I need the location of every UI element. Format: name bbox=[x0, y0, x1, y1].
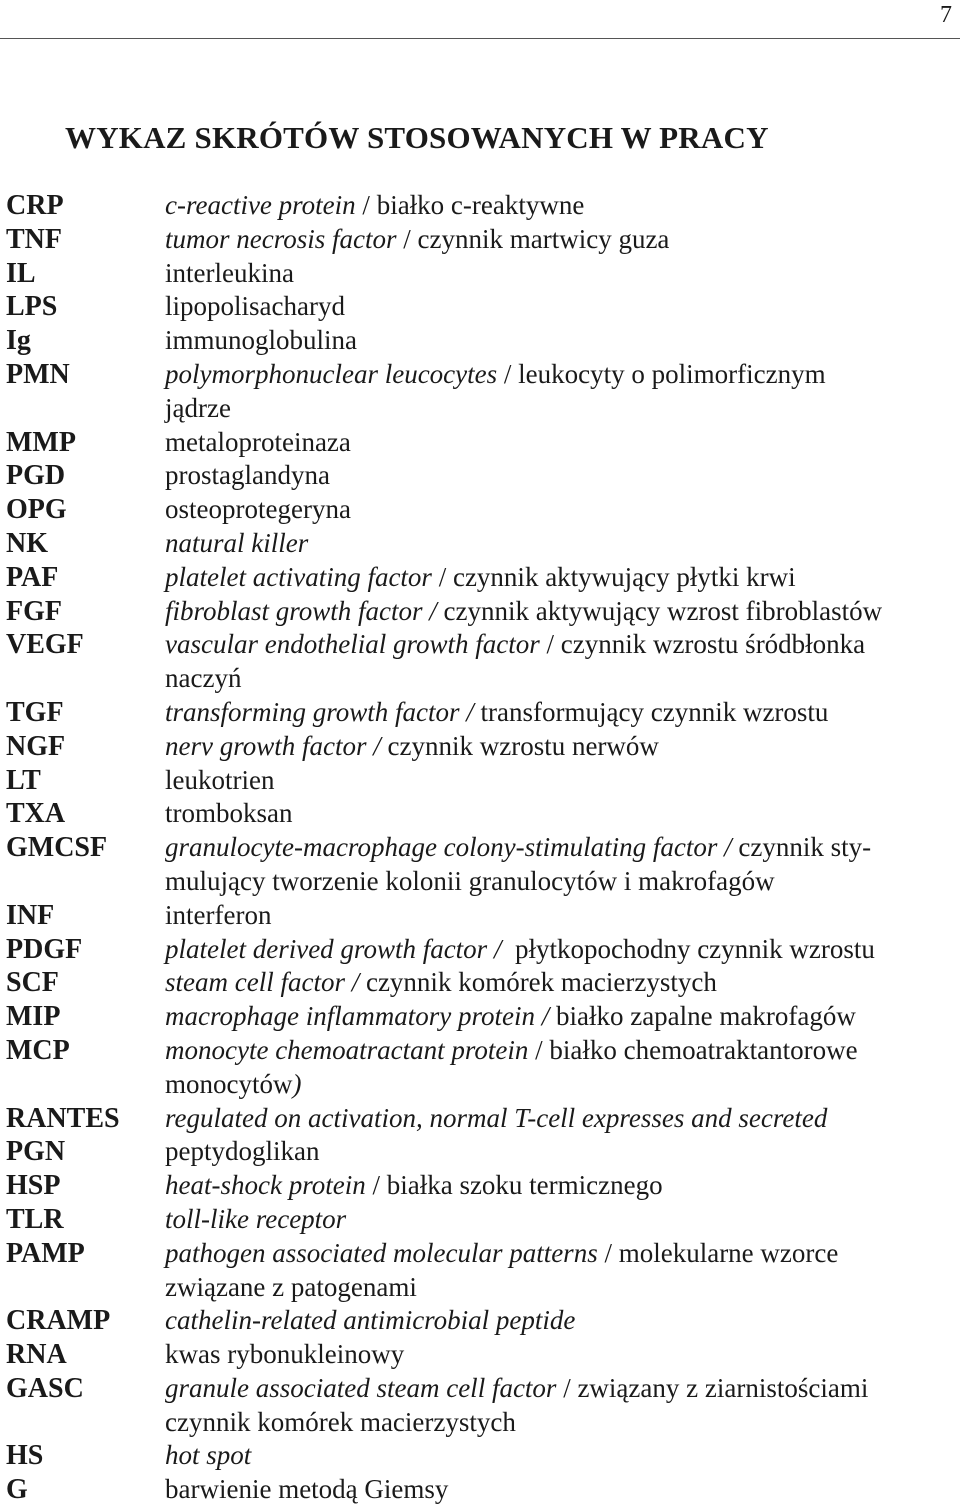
abbreviation-entry bbox=[0, 595, 960, 629]
abbreviation-entry bbox=[0, 290, 960, 324]
abbreviation-term: GASC bbox=[6, 1372, 84, 1404]
definition-polish: płytkopochodny czynnik wzrostu bbox=[514, 933, 875, 964]
definition-separator: / bbox=[597, 1237, 619, 1268]
definition-polish: interleukina bbox=[165, 257, 294, 288]
definition-separator: / bbox=[365, 1170, 387, 1201]
definition-english: polymorphonuclear leucocytes bbox=[165, 358, 498, 389]
definition-english: platelet activating factor bbox=[165, 561, 432, 592]
abbreviation-definition bbox=[165, 1372, 950, 1440]
abbreviation-definition bbox=[165, 1203, 950, 1237]
abbreviation-term: MMP bbox=[6, 426, 76, 458]
abbreviation-term: HSP bbox=[6, 1170, 61, 1202]
abbreviation-term: INF bbox=[6, 899, 55, 931]
abbreviation-definition bbox=[165, 696, 950, 730]
definition-tail: ) bbox=[292, 1068, 302, 1099]
definition-separator bbox=[501, 934, 515, 964]
definition-polish: barwienie metodą Giemsy bbox=[165, 1474, 449, 1505]
abbreviation-term: CRAMP bbox=[6, 1305, 111, 1337]
definition-english: platelet derived growth factor / bbox=[165, 933, 502, 964]
definition-english: regulated on activation, normal T-cell expresses and secreted bbox=[165, 1102, 828, 1133]
abbreviation-term: TNF bbox=[6, 223, 62, 255]
definition-polish: czynnik komórek macierzystych bbox=[365, 967, 717, 998]
abbreviation-definition bbox=[165, 899, 950, 933]
definition-polish-continued: związane z patogenami bbox=[165, 1271, 417, 1302]
abbreviation-entry bbox=[0, 966, 960, 1000]
definition-polish: czynnik wzrostu nerwów bbox=[387, 730, 659, 761]
abbreviation-term: Ig bbox=[6, 325, 31, 357]
definition-separator: / bbox=[431, 561, 453, 592]
abbreviation-definition bbox=[165, 1473, 950, 1507]
abbreviation-definition bbox=[165, 426, 950, 460]
definition-english: c-reactive protein bbox=[165, 190, 356, 220]
abbreviation-term: SCF bbox=[6, 967, 59, 999]
abbreviation-entry bbox=[0, 561, 960, 595]
definition-separator: / bbox=[355, 190, 377, 220]
definition-polish: czynnik aktywujący wzrost fibroblastów bbox=[443, 595, 883, 626]
abbreviation-term: PAF bbox=[6, 561, 59, 593]
abbreviation-definition bbox=[165, 1034, 950, 1102]
abbreviation-definition bbox=[165, 189, 950, 223]
definition-english: hot spot bbox=[165, 1440, 252, 1471]
abbreviation-term: MCP bbox=[6, 1034, 70, 1066]
definition-english: monocyte chemoatractant protein bbox=[165, 1034, 529, 1065]
abbreviation-definition bbox=[165, 290, 950, 324]
definition-separator bbox=[381, 731, 388, 761]
abbreviation-definition bbox=[165, 459, 950, 493]
abbreviation-entry bbox=[0, 459, 960, 493]
abbreviation-entry bbox=[0, 628, 960, 696]
abbreviation-entry bbox=[0, 324, 960, 358]
abbreviation-term: TLR bbox=[6, 1203, 64, 1235]
definition-separator bbox=[474, 697, 481, 727]
page-title: WYKAZ SKRÓTÓW STOSOWANYCH W PRACY bbox=[65, 120, 769, 155]
abbreviation-definition bbox=[165, 1000, 950, 1034]
definition-polish: tromboksan bbox=[165, 798, 293, 829]
abbreviation-definition bbox=[165, 1102, 950, 1136]
abbreviation-entry bbox=[0, 527, 960, 561]
abbreviation-term: NK bbox=[6, 527, 48, 559]
abbreviation-term: IL bbox=[6, 257, 36, 289]
abbreviation-definition bbox=[165, 966, 950, 1000]
definition-polish: białko zapalne makrofagów bbox=[555, 1001, 856, 1032]
abbreviation-definition bbox=[165, 223, 950, 257]
abbreviation-definition bbox=[165, 1169, 950, 1203]
definition-english: cathelin-related antimicrobial peptide bbox=[165, 1305, 576, 1336]
abbreviation-entry bbox=[0, 797, 960, 831]
abbreviation-entry bbox=[0, 1034, 960, 1102]
definition-polish-continued: jądrze bbox=[165, 392, 231, 423]
abbreviation-entry bbox=[0, 358, 960, 426]
abbreviation-entry bbox=[0, 1439, 960, 1473]
abbreviation-definition bbox=[165, 527, 950, 561]
abbreviation-term: PGD bbox=[6, 460, 66, 492]
definition-english: granule associated steam cell factor bbox=[165, 1372, 557, 1403]
definition-polish: białko chemoatraktantorowe bbox=[549, 1034, 858, 1065]
definition-polish-continued: czynnik komórek macierzystych bbox=[165, 1406, 516, 1437]
abbreviation-term: RANTES bbox=[6, 1102, 120, 1134]
abbreviation-definition bbox=[165, 324, 950, 358]
definition-polish: leukotrien bbox=[165, 764, 275, 795]
abbreviation-definition bbox=[165, 257, 950, 291]
abbreviation-entry bbox=[0, 1338, 960, 1372]
abbreviation-term: LPS bbox=[6, 291, 58, 323]
abbreviation-definition bbox=[165, 1237, 950, 1305]
abbreviation-definition bbox=[165, 493, 950, 527]
page-number: 7 bbox=[940, 2, 952, 28]
definition-polish: transformujący czynnik wzrostu bbox=[480, 696, 829, 727]
definition-english: granulocyte-macrophage colony-stimulating factor / bbox=[165, 832, 732, 863]
definition-separator bbox=[359, 967, 366, 997]
abbreviation-term: G bbox=[6, 1474, 28, 1506]
definition-english: nerv growth factor / bbox=[165, 730, 381, 761]
definition-polish-continued: naczyń bbox=[165, 663, 242, 694]
definition-english: macrophage inflammatory protein / bbox=[165, 1001, 550, 1032]
abbreviation-term: TGF bbox=[6, 696, 64, 728]
definition-polish: immunoglobulina bbox=[165, 325, 357, 356]
abbreviation-entry bbox=[0, 1000, 960, 1034]
abbreviation-entry bbox=[0, 1372, 960, 1440]
abbreviation-entry bbox=[0, 899, 960, 933]
abbreviation-term: PDGF bbox=[6, 933, 83, 965]
definition-english: pathogen associated molecular patterns bbox=[165, 1237, 598, 1268]
definition-english: heat-shock protein bbox=[165, 1170, 366, 1201]
definition-separator: / bbox=[528, 1034, 550, 1065]
definition-polish: molekularne wzorce bbox=[618, 1237, 839, 1268]
abbreviation-term: CRP bbox=[6, 190, 64, 221]
abbreviation-definition bbox=[165, 1135, 950, 1169]
abbreviation-definition bbox=[165, 628, 950, 696]
abbreviation-definition bbox=[165, 730, 950, 764]
definition-polish: związany z ziarnistościami bbox=[577, 1372, 869, 1403]
abbreviation-definition bbox=[165, 797, 950, 831]
definition-polish: czynnik martwicy guza bbox=[417, 223, 670, 254]
abbreviation-term: VEGF bbox=[6, 629, 84, 661]
definition-polish: lipopolisacharyd bbox=[165, 291, 345, 322]
definition-polish: osteoprotegeryna bbox=[165, 494, 351, 525]
abbreviation-entry bbox=[0, 1135, 960, 1169]
abbreviation-definition bbox=[165, 764, 950, 798]
definition-english: steam cell factor / bbox=[165, 967, 360, 998]
abbreviation-entry bbox=[0, 831, 960, 899]
definition-english: transforming growth factor / bbox=[165, 696, 474, 727]
definition-polish: czynnik aktywujący płytki krwi bbox=[452, 561, 796, 592]
abbreviation-entry bbox=[0, 1237, 960, 1305]
abbreviation-term: MIP bbox=[6, 1001, 61, 1033]
definition-english: toll-like receptor bbox=[165, 1203, 347, 1234]
abbreviation-term: TXA bbox=[6, 798, 66, 830]
abbreviation-entry bbox=[0, 933, 960, 967]
abbreviation-term: GMCSF bbox=[6, 832, 108, 864]
abbreviation-entry bbox=[0, 223, 960, 257]
abbreviation-entry bbox=[0, 1304, 960, 1338]
abbreviation-term: HS bbox=[6, 1440, 44, 1472]
abbreviation-definition bbox=[165, 561, 950, 595]
abbreviation-definition bbox=[165, 831, 950, 899]
definition-polish: peptydoglikan bbox=[165, 1136, 320, 1167]
abbreviation-entry bbox=[0, 1102, 960, 1136]
abbreviation-term: PAMP bbox=[6, 1237, 85, 1269]
definition-english: vascular endothelial growth factor bbox=[165, 629, 540, 660]
abbreviation-entry bbox=[0, 1169, 960, 1203]
definition-polish: białka szoku termicznego bbox=[386, 1170, 663, 1201]
definition-english: tumor necrosis factor bbox=[165, 223, 397, 254]
definition-separator: / bbox=[497, 358, 519, 389]
abbreviation-entry bbox=[0, 764, 960, 798]
abbreviation-entry bbox=[0, 426, 960, 460]
abbreviation-definition bbox=[165, 1338, 950, 1372]
definition-polish: leukocyty o polimorficznym bbox=[518, 358, 826, 389]
abbreviation-definition bbox=[165, 933, 950, 967]
definition-polish: interferon bbox=[165, 899, 272, 930]
abbreviation-definition bbox=[165, 1304, 950, 1338]
definition-polish: czynnik sty- bbox=[738, 832, 872, 863]
definition-polish: czynnik wzrostu śródbłonka bbox=[560, 629, 866, 660]
abbreviation-definition bbox=[165, 595, 950, 629]
definition-polish: białko c-reaktywne bbox=[376, 190, 585, 220]
definition-english: fibroblast growth factor / bbox=[165, 595, 437, 626]
abbreviation-list bbox=[0, 189, 960, 1507]
definition-separator bbox=[437, 596, 444, 626]
definition-polish-continued: mulujący tworzenie kolonii granulocytów i makrofagów bbox=[165, 865, 775, 896]
abbreviation-term: FGF bbox=[6, 595, 62, 627]
abbreviation-definition bbox=[165, 1439, 950, 1473]
abbreviation-term: PMN bbox=[6, 358, 70, 390]
abbreviation-entry bbox=[0, 1473, 960, 1507]
abbreviation-definition bbox=[165, 358, 950, 426]
header-rule bbox=[0, 38, 960, 39]
abbreviation-entry bbox=[0, 696, 960, 730]
abbreviation-entry bbox=[0, 1203, 960, 1237]
definition-separator: / bbox=[539, 629, 561, 660]
abbreviation-entry bbox=[0, 730, 960, 764]
definition-polish: kwas rybonukleinowy bbox=[165, 1339, 405, 1370]
abbreviation-term: RNA bbox=[6, 1339, 67, 1371]
definition-separator: / bbox=[556, 1372, 578, 1403]
abbreviation-entry bbox=[0, 257, 960, 291]
abbreviation-entry bbox=[0, 493, 960, 527]
definition-polish-continued: monocytów bbox=[165, 1068, 293, 1099]
abbreviation-term: PGN bbox=[6, 1136, 66, 1168]
abbreviation-term: NGF bbox=[6, 730, 66, 762]
abbreviation-term: OPG bbox=[6, 494, 67, 526]
definition-english: natural killer bbox=[165, 527, 309, 558]
definition-polish: prostaglandyna bbox=[165, 460, 330, 491]
definition-polish: metaloproteinaza bbox=[165, 426, 351, 457]
definition-separator bbox=[549, 1001, 556, 1031]
definition-separator: / bbox=[396, 223, 418, 254]
abbreviation-entry bbox=[0, 189, 960, 223]
abbreviation-term: LT bbox=[6, 764, 41, 796]
